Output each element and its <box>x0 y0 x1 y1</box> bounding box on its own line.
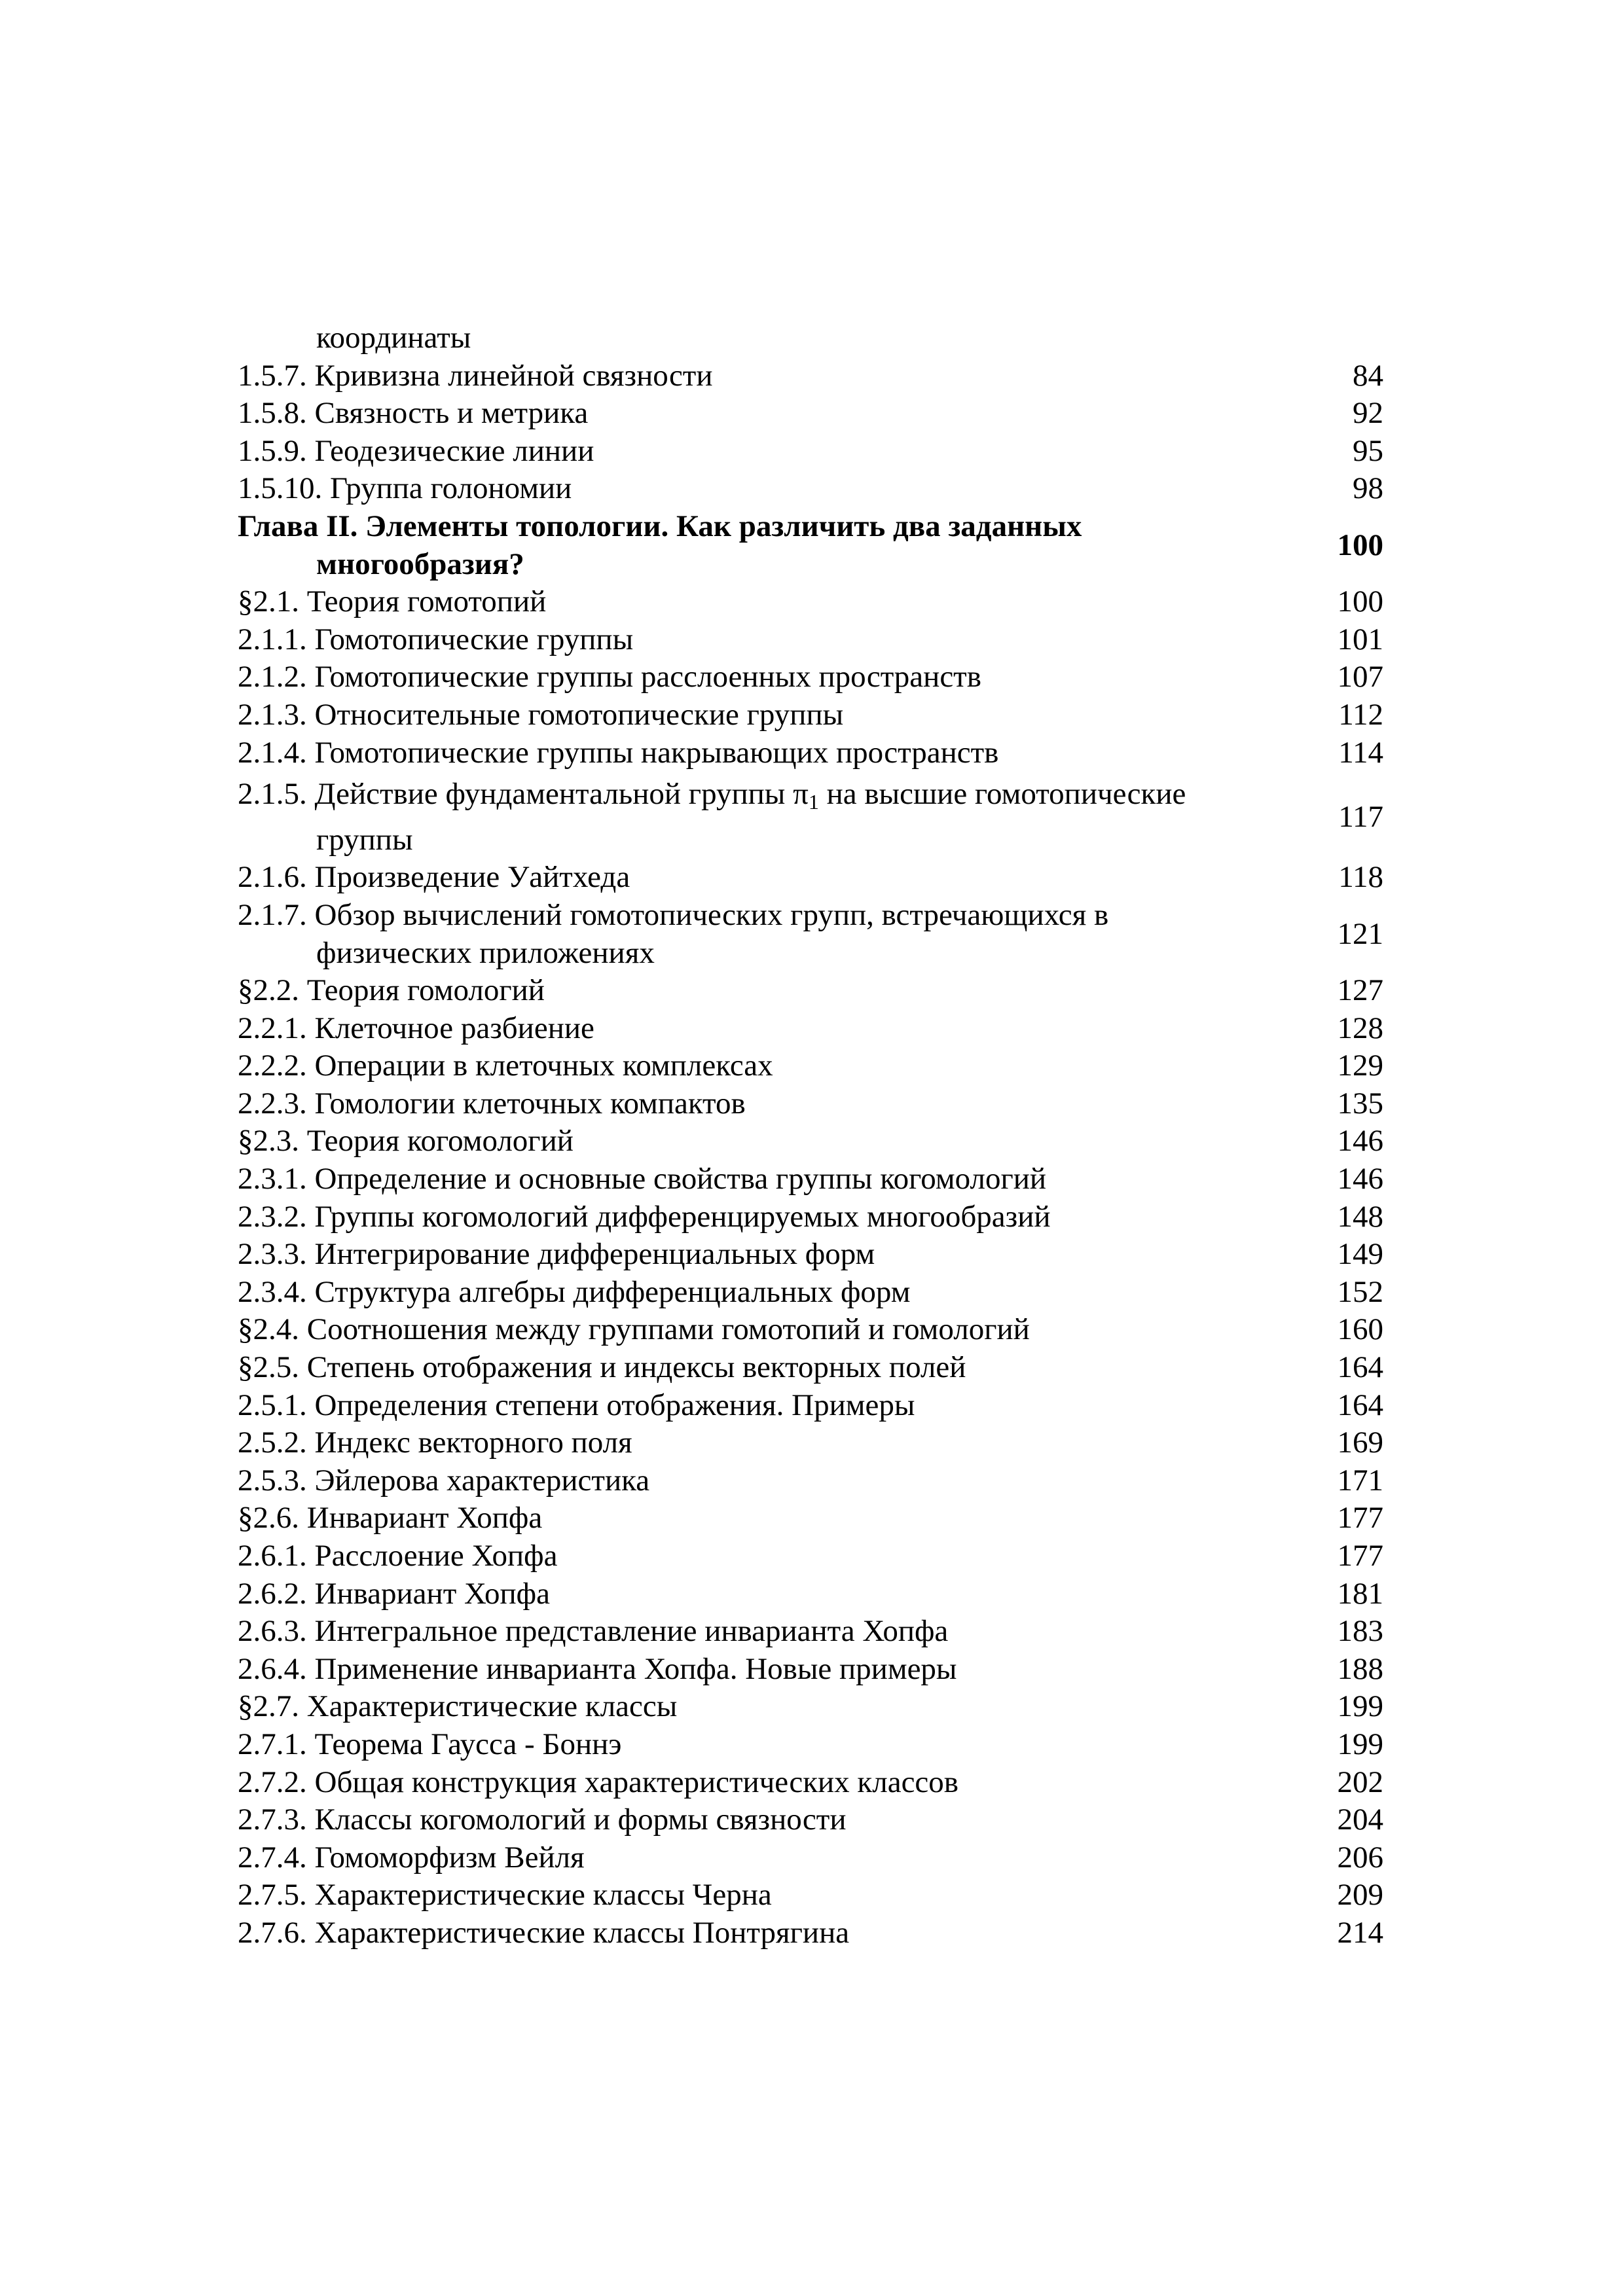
toc-entry <box>238 357 1383 395</box>
toc-entry-title: 2.6.3. Интегральное представление инварианта Хопфа <box>238 1614 949 1649</box>
toc-entry <box>238 1387 1383 1425</box>
toc-entry-page: 149 <box>1337 1237 1383 1272</box>
toc-entry <box>238 1122 1383 1160</box>
toc-entry-title-part-b: на высшие гомотопические <box>818 777 1186 812</box>
pi-symbol: π <box>793 777 809 812</box>
pi-subscript: 1 <box>808 790 819 814</box>
toc-entry-page: 101 <box>1337 622 1383 656</box>
toc-entry-title: 2.5.3. Эйлерова характеристика <box>238 1463 650 1498</box>
toc-entry <box>238 583 1383 621</box>
toc-entry <box>238 859 1383 897</box>
toc-entry-page: 107 <box>1337 660 1383 694</box>
toc-entry <box>238 1274 1383 1312</box>
toc-entry <box>238 1047 1383 1085</box>
toc-entry <box>238 776 1383 859</box>
toc-entry-title: 2.2.3. Гомологии клеточных компактов <box>238 1086 746 1121</box>
toc-entry-title: 2.1.2. Гомотопические группы расслоенных пространств <box>238 660 981 694</box>
toc-entry-title: 2.7.4. Гомоморфизм Вейля <box>238 1840 585 1874</box>
toc-entry <box>238 658 1383 696</box>
toc-entry-title: 2.3.1. Определение и основные свойства группы когомологий <box>238 1162 1047 1196</box>
toc-entry <box>238 1160 1383 1198</box>
toc-entry-page: 128 <box>1337 1011 1383 1045</box>
toc-entry <box>238 470 1383 508</box>
toc-entry <box>238 1499 1383 1537</box>
toc-entry <box>238 1349 1383 1387</box>
toc-entry-page: 209 <box>1337 1878 1383 1912</box>
toc-entry-page: 121 <box>1337 916 1383 951</box>
toc-entry-title <box>238 776 1311 859</box>
toc-entry <box>238 1688 1383 1726</box>
toc-entry-title: 2.3.2. Группы когомологий дифференцируемых многообразий <box>238 1199 1051 1234</box>
toc-entry <box>238 734 1383 772</box>
toc-entry-title: §2.5. Степень отображения и индексы векторных полей <box>238 1350 966 1385</box>
toc-entry-page: 95 <box>1353 433 1383 468</box>
toc-entry-page: 183 <box>1337 1614 1383 1649</box>
toc-entry <box>238 1311 1383 1349</box>
toc-entry-page: 114 <box>1338 735 1383 770</box>
toc-entry-page: 100 <box>1337 584 1383 619</box>
toc-entry-page: 164 <box>1337 1350 1383 1385</box>
toc-entry-page: 160 <box>1337 1312 1383 1347</box>
toc-entry-title: 2.5.2. Индекс векторного поля <box>238 1426 632 1460</box>
toc-entry <box>238 1424 1383 1462</box>
toc-entry-page: 164 <box>1337 1388 1383 1422</box>
toc-entry <box>238 1914 1383 1952</box>
toc-entry-page: 199 <box>1337 1727 1383 1761</box>
toc-entry-page: 127 <box>1337 973 1383 1008</box>
toc-entry-title: 2.6.2. Инвариант Хопфа <box>238 1576 550 1611</box>
toc-entry-title: 2.7.2. Общая конструкция характеристических классов <box>238 1765 958 1799</box>
toc-entry <box>238 1462 1383 1500</box>
toc-entry-title: 2.1.4. Гомотопические группы накрывающих пространств <box>238 735 999 770</box>
toc-entry <box>238 319 1383 357</box>
toc-entry-title: 2.2.2. Операции в клеточных комплексах <box>238 1049 773 1083</box>
toc-chapter-title-line1: Глава II. Элементы топологии. Как различить два заданных <box>238 509 1082 543</box>
toc-entry <box>238 972 1383 1010</box>
toc-entry-title: §2.7. Характеристические классы <box>238 1689 678 1724</box>
toc-entry-page: 199 <box>1337 1689 1383 1724</box>
toc-entry-page: 206 <box>1337 1840 1383 1874</box>
toc-entry-page: 204 <box>1337 1803 1383 1837</box>
toc-entry <box>238 1236 1383 1274</box>
toc-entry-page: 135 <box>1337 1086 1383 1121</box>
toc-entry-page: 181 <box>1337 1576 1383 1611</box>
toc-entry-page: 177 <box>1337 1501 1383 1535</box>
toc-entry-page: 169 <box>1337 1426 1383 1460</box>
toc-entry-title-part-a: 2.1.5. Действие фундаментальной группы <box>238 777 793 812</box>
toc-entry-title: 2.7.3. Классы когомологий и формы связности <box>238 1803 847 1837</box>
toc-entry-page: 146 <box>1337 1124 1383 1158</box>
toc-chapter-title <box>238 508 1311 583</box>
toc-entry <box>238 1085 1383 1123</box>
toc-entry-title: §2.6. Инвариант Хопфа <box>238 1501 543 1535</box>
toc-chapter-heading <box>238 508 1383 583</box>
toc-entry <box>238 1010 1383 1048</box>
toc-entry-page: 152 <box>1337 1274 1383 1309</box>
toc-entry <box>238 1876 1383 1914</box>
toc-entry-title-line2: группы <box>316 822 413 857</box>
toc-entry-title: 2.6.1. Расслоение Хопфа <box>238 1539 558 1573</box>
toc-entry-title-line1: 2.1.7. Обзор вычислений гомотопических групп, встречающихся в <box>238 897 1109 932</box>
toc-entry <box>238 621 1383 659</box>
toc-entry-title: 2.7.6. Характеристические классы Понтрягина <box>238 1915 850 1950</box>
toc-entry-title: 2.7.5. Характеристические классы Черна <box>238 1878 772 1912</box>
toc-entry-title <box>238 897 1311 972</box>
toc-entry-title: 2.7.1. Теорема Гаусса - Боннэ <box>238 1727 622 1761</box>
toc-entry-page: 171 <box>1337 1463 1383 1498</box>
toc-entry-page: 188 <box>1337 1651 1383 1686</box>
toc-entry-title: 2.6.4. Применение инварианта Хопфа. Новые примеры <box>238 1651 957 1686</box>
toc-entry-title: 2.1.3. Относительные гомотопические группы <box>238 697 844 732</box>
toc-entry <box>238 1651 1383 1689</box>
toc-entry-page: 98 <box>1353 471 1383 506</box>
toc-entry <box>238 1575 1383 1613</box>
toc-entry <box>238 897 1383 972</box>
toc-entry-page: 117 <box>1338 799 1383 834</box>
toc-entry <box>238 433 1383 471</box>
toc-entry-title: §2.2. Теория гомологий <box>238 973 545 1008</box>
toc-entry-title: 2.5.1. Определения степени отображения. Примеры <box>238 1388 915 1422</box>
toc-entry-title: §2.3. Теория когомологий <box>238 1124 574 1158</box>
toc-entry-title-line1 <box>238 777 1186 814</box>
toc-entry-title: 2.1.1. Гомотопические группы <box>238 622 634 656</box>
toc-entry <box>238 696 1383 734</box>
toc-entry-page: 177 <box>1337 1539 1383 1573</box>
toc-entry <box>238 1198 1383 1236</box>
toc-entry-title: 2.1.6. Произведение Уайтхеда <box>238 860 630 895</box>
toc-entry-title: §2.1. Теория гомотопий <box>238 584 547 619</box>
toc-entry-title: координаты <box>316 321 471 355</box>
toc-entry-page: 92 <box>1353 396 1383 431</box>
toc-entry-title: 1.5.7. Кривизна линейной связности <box>238 358 713 393</box>
toc-entry-page: 148 <box>1337 1199 1383 1234</box>
toc-entry-title: 1.5.9. Геодезические линии <box>238 433 594 468</box>
toc-entry <box>238 1764 1383 1802</box>
table-of-contents <box>238 319 1383 1952</box>
toc-entry-page: 84 <box>1353 358 1383 393</box>
toc-entry-page: 118 <box>1338 860 1383 895</box>
toc-entry <box>238 1726 1383 1764</box>
toc-entry <box>238 1801 1383 1839</box>
toc-entry <box>238 1613 1383 1651</box>
toc-entry-title: 2.3.3. Интегрирование дифференциальных форм <box>238 1237 875 1272</box>
toc-entry-title: 2.3.4. Структура алгебры дифференциальных форм <box>238 1274 911 1309</box>
toc-entry <box>238 1839 1383 1877</box>
toc-entry-title: 1.5.10. Группа голономии <box>238 471 572 506</box>
toc-entry-page: 100 <box>1337 528 1383 562</box>
toc-entry <box>238 395 1383 433</box>
toc-entry <box>238 1537 1383 1575</box>
toc-entry-page: 214 <box>1337 1915 1383 1950</box>
toc-entry-page: 129 <box>1337 1049 1383 1083</box>
toc-entry-title: 2.2.1. Клеточное разбиение <box>238 1011 594 1045</box>
toc-entry-title: 1.5.8. Связность и метрика <box>238 396 589 431</box>
toc-entry-title-line2: физических приложениях <box>316 935 655 970</box>
toc-entry-page: 112 <box>1338 697 1383 732</box>
toc-entry-title: §2.4. Соотношения между группами гомотопий и гомологий <box>238 1312 1030 1347</box>
toc-entry-page: 146 <box>1337 1162 1383 1196</box>
toc-chapter-title-line2: многообразия? <box>316 547 524 581</box>
toc-entry-page: 202 <box>1337 1765 1383 1799</box>
